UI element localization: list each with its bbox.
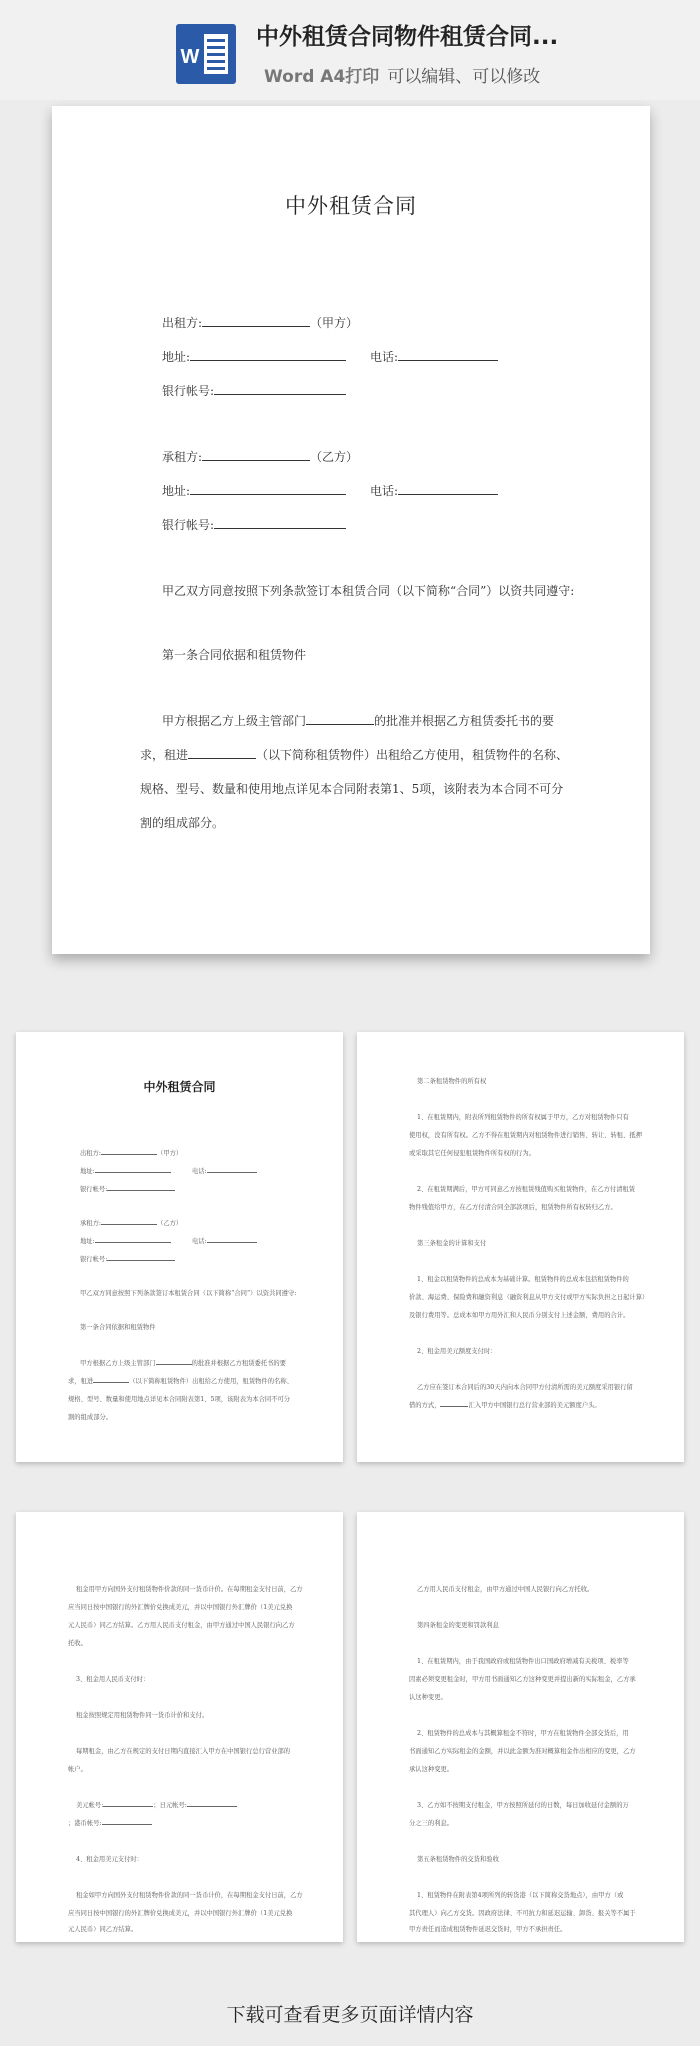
- thumb-line: 分之三的利息。: [409, 1820, 454, 1827]
- thumb-line: 规格、型号、数量和使用地点详见本合同附表第1、5项，该附表为本合同不可分: [68, 1396, 291, 1403]
- thumb-line: 乙方应在签订本合同后的30天内向本合同甲方付清所需的美元额度采用银行留: [417, 1384, 633, 1391]
- document-title: 中外租赁合同物件租赁合同...: [256, 24, 559, 50]
- lessor-bank-line: [162, 382, 346, 399]
- thumb-line: 1、租金以租赁物件的总成本为基础计算。租赁物件的总成本包括租赁物件的: [417, 1276, 629, 1283]
- thumb-line: [80, 1184, 175, 1193]
- article1-line2: [140, 746, 568, 763]
- lessee-bank-line: [162, 516, 346, 533]
- bank-blank: [214, 384, 346, 395]
- thumb-text: 地址:: [80, 1168, 95, 1175]
- bank-label: 银行帐号:: [162, 518, 215, 532]
- bank-label: 银行帐号:: [162, 384, 215, 398]
- page-thumbnail-1[interactable]: [16, 1032, 343, 1462]
- thumb-line: 1、在租赁期内，由于我国政府或租赁物件出口国政府增减有关税项、税率等: [417, 1658, 629, 1665]
- lessor-phone-line: [370, 348, 498, 365]
- thumb-line: 元人民币）同乙方结算。: [68, 1926, 138, 1933]
- thumb-text: 的批准并根据乙方租赁委托书的要: [191, 1360, 287, 1367]
- thumb-line: 乙方用人民币支付租金，由甲方通过中国人民银行向乙方托收。: [417, 1586, 594, 1593]
- bank-blank: [214, 518, 346, 529]
- thumb-blank: [101, 1149, 157, 1155]
- thumb-blank: [107, 1255, 175, 1261]
- thumb-line: 使用权，没有所有权。乙方不得在租赁期内对租赁物件进行销售、转让、转租、抵押: [409, 1132, 642, 1139]
- thumb-line: 元人民币）同乙方结算。乙方用人民币支付租金，由甲方通过中国人民银行向乙方: [68, 1622, 295, 1629]
- thumb-line: 租金如甲方向国外支付租赁物件价款的同一货币计价，在每期租金支付日前，乙方: [76, 1892, 303, 1899]
- lessee-label: 承租方:: [162, 450, 203, 464]
- thumb-line: [80, 1358, 286, 1367]
- word-icon-letter: W: [180, 46, 200, 68]
- thumb-title: 中外租赁合同: [143, 1080, 216, 1094]
- document-header: [0, 0, 700, 100]
- thumb-line: 及银行费用等。总成本如甲方用外汇和人民币分别支付上述金额，费用的合计。: [409, 1312, 630, 1319]
- thumb-line: 认这种变更。: [409, 1694, 447, 1701]
- thumb-blank: [95, 1237, 171, 1243]
- word-icon: [174, 22, 238, 86]
- thumb-text: ；港币帐号:: [68, 1820, 102, 1827]
- thumb-text: 出租方:: [80, 1150, 102, 1157]
- thumb-line: 物件残值给甲方，在乙方付清合同全部款项后，租赁物件所有权转归乙方。: [409, 1204, 617, 1211]
- thumb-line: [68, 1376, 293, 1385]
- subtitle-text: 可以编辑、可以修改: [387, 67, 541, 87]
- thumb-text: 甲方根据乙方上级主管部门: [80, 1360, 156, 1367]
- thumb-line: 帐户。: [68, 1766, 87, 1773]
- intro-paragraph: 甲乙双方同意按照下列条款签订本租赁合同（以下简称“合同”）以资共同遵守:: [162, 584, 575, 598]
- thumb-blank: [107, 1185, 175, 1191]
- thumb-line: 第三条租金的计算和支付: [417, 1240, 487, 1247]
- thumb-blank: [102, 1819, 152, 1825]
- lessee-line: [162, 448, 358, 465]
- thumb-blank: [156, 1359, 192, 1365]
- phone-blank: [398, 350, 498, 361]
- thumb-line: 应当同日按中国银行的外汇牌价兑换成美元，并以中国银行外汇牌价（1美元兑换: [68, 1910, 293, 1917]
- thumb-line: 1、租赁物件在附表第4项所列的转货港（以下简称交货地点），由甲方（或: [417, 1892, 624, 1899]
- contract-title: 中外租赁合同: [285, 194, 417, 218]
- article1-line4: 割的组成部分。: [140, 816, 225, 830]
- address-blank: [190, 484, 346, 495]
- page-thumbnail-3[interactable]: [16, 1512, 343, 1942]
- lessor-label: 出租方:: [162, 316, 203, 330]
- thumb-text: （甲方）: [157, 1150, 183, 1157]
- download-more-link[interactable]: 下载可查看更多页面详情内容: [226, 2004, 474, 2026]
- lessee-suffix: （乙方）: [310, 450, 359, 464]
- thumb-line: 每期租金，由乙方在规定的支付日期内直接汇入甲方在中国银行总行营业部的: [76, 1748, 291, 1755]
- thumb-blank: [93, 1377, 129, 1383]
- thumb-line: 价款、海运费、保险费和融资利息（融资利息从甲方支付或甲方实际负担之日起计算）: [409, 1294, 649, 1301]
- thumb-line: 书面通知乙方实际租金的金额，并以此金额为准对概算租金作出相应的变更，乙方: [409, 1748, 636, 1755]
- thumb-line: 2、租金用美元额度支付时：: [417, 1348, 497, 1355]
- thumb-text: 借的方式，: [409, 1402, 441, 1409]
- thumb-blank: [207, 1237, 257, 1243]
- thumb-line: [192, 1236, 257, 1245]
- thumb-line: [76, 1800, 237, 1809]
- thumb-text: ；日元帐号:: [153, 1802, 187, 1809]
- thumb-blank: [207, 1167, 257, 1173]
- article1-line2-a: 求，租进: [140, 748, 189, 762]
- format-label: Word A4打印: [264, 67, 380, 87]
- thumb-line: 第四条租金的变更和罚款利息: [417, 1622, 499, 1629]
- lessor-suffix: （甲方）: [310, 316, 359, 330]
- article1-line1-a: 甲方根据乙方上级主管部门: [162, 714, 307, 728]
- thumb-line: 3、乙方如不按期支付租金，甲方按照所延付的日数，每日加收延付金额的万: [417, 1802, 629, 1809]
- article1-line1: [162, 712, 554, 729]
- page-thumbnail-4[interactable]: [357, 1512, 684, 1942]
- thumb-text: 承租方:: [80, 1220, 102, 1227]
- lessee-blank: [202, 450, 310, 461]
- thumb-line: [409, 1400, 601, 1409]
- thumb-line: [80, 1166, 171, 1175]
- thumb-blank: [95, 1167, 171, 1173]
- thumb-line: 应当同日按中国银行的外汇牌价兑换成美元，并以中国银行外汇牌价（1美元兑换: [68, 1604, 293, 1611]
- phone-label: 电话:: [370, 484, 399, 498]
- thumb-line: [80, 1254, 175, 1263]
- address-label: 地址:: [162, 484, 191, 498]
- article1-line3: 规格、型号、数量和使用地点详见本合同附表第1、5项，该附表为本合同不可分: [140, 782, 564, 796]
- thumb-line: 因素必须变更租金时，甲方用书面通知乙方这种变更并提出新的实际租金，乙方承: [409, 1676, 636, 1683]
- page-thumbnail-2[interactable]: [357, 1032, 684, 1462]
- thumb-line: [80, 1148, 182, 1157]
- thumb-text: 电话:: [192, 1168, 207, 1175]
- thumb-line: 第一条合同依据和租赁物件: [80, 1324, 156, 1331]
- thumb-line: 甲乙双方同意按照下列条款签订本租赁合同（以下简称“合同”）以资共同遵守:: [80, 1290, 297, 1297]
- item-blank: [188, 748, 256, 759]
- lessor-address-line: [162, 348, 346, 365]
- thumb-blank: [103, 1801, 153, 1807]
- address-label: 地址:: [162, 350, 191, 364]
- thumb-line: 其代理人）向乙方交货。因政府法律、不可抗力和延迟运输、卸货、报关等不属于: [409, 1910, 636, 1917]
- thumb-line: 第二条租赁物件的所有权: [417, 1078, 487, 1085]
- thumb-blank: [187, 1801, 237, 1807]
- article1-line2-b: （以下简称租赁物件）出租给乙方使用，租赁物件的名称、: [256, 748, 569, 762]
- thumb-line: 2、在租赁期满后，甲方可同意乙方按租赁残值购买租赁物件，在乙方付清租赁: [417, 1186, 636, 1193]
- thumb-text: 电话:: [192, 1238, 207, 1245]
- thumb-line: [80, 1218, 182, 1227]
- thumb-line: 托收。: [68, 1640, 87, 1647]
- article1-heading: 第一条合同依据和租赁物件: [162, 648, 307, 662]
- thumb-line: 2、租赁物件的总成本与其概算租金不符时，甲方在租赁物件全部交货后，用: [417, 1730, 629, 1737]
- thumb-line: 租金用甲方向国外支付租赁物件价款的同一货币计价。在每期租金支付日前，乙方: [76, 1586, 303, 1593]
- thumb-line: 4、租金用美元支付时：: [76, 1856, 143, 1863]
- lessor-line: [162, 314, 358, 331]
- thumb-text: 银行帐号:: [80, 1256, 108, 1263]
- thumb-line: [192, 1166, 257, 1175]
- thumb-text: 汇入甲方中国银行总行营业部的美元额度户头。: [468, 1402, 601, 1409]
- thumb-text: 美元帐号:: [76, 1802, 104, 1809]
- thumb-line: 或采取其它任何侵犯租赁物件所有权的行为。: [409, 1150, 535, 1157]
- phone-blank: [398, 484, 498, 495]
- main-page-preview: [52, 106, 650, 954]
- thumb-text: 地址:: [80, 1238, 95, 1245]
- thumb-line: [68, 1818, 152, 1827]
- address-blank: [190, 350, 346, 361]
- document-subtitle: [264, 62, 540, 87]
- lessee-phone-line: [370, 482, 498, 499]
- thumb-text: 银行帐号:: [80, 1186, 108, 1193]
- thumb-line: 1、在租赁期内，附表所列租赁物件的所有权属于甲方，乙方对租赁物件只有: [417, 1114, 629, 1121]
- lessor-blank: [202, 316, 310, 327]
- thumb-line: 承认这种变更。: [409, 1766, 454, 1773]
- thumb-line: 第五条租赁物件的交货和验收: [417, 1856, 499, 1863]
- thumb-text: 求，租进: [68, 1378, 94, 1385]
- dept-blank: [306, 714, 374, 725]
- lessee-address-line: [162, 482, 346, 499]
- thumb-line: 3、租金用人民币支付时：: [76, 1676, 150, 1683]
- thumb-text: （以下简称租赁物件）出租给乙方使用，租赁物件的名称、: [129, 1378, 293, 1385]
- thumb-blank: [101, 1219, 157, 1225]
- thumb-line: 割的组成部分。: [68, 1414, 113, 1421]
- thumb-blank: [440, 1401, 468, 1407]
- phone-label: 电话:: [370, 350, 399, 364]
- thumb-line: 甲方责任而造成租赁物件延迟交货时，甲方不承担责任。: [409, 1926, 567, 1933]
- thumb-line: 租金按照规定用租赁物件同一货币计价和支付。: [76, 1712, 209, 1719]
- thumb-text: （乙方）: [157, 1220, 183, 1227]
- thumb-line: [80, 1236, 171, 1245]
- article1-line1-b: 的批准并根据乙方租赁委托书的要: [374, 714, 555, 728]
